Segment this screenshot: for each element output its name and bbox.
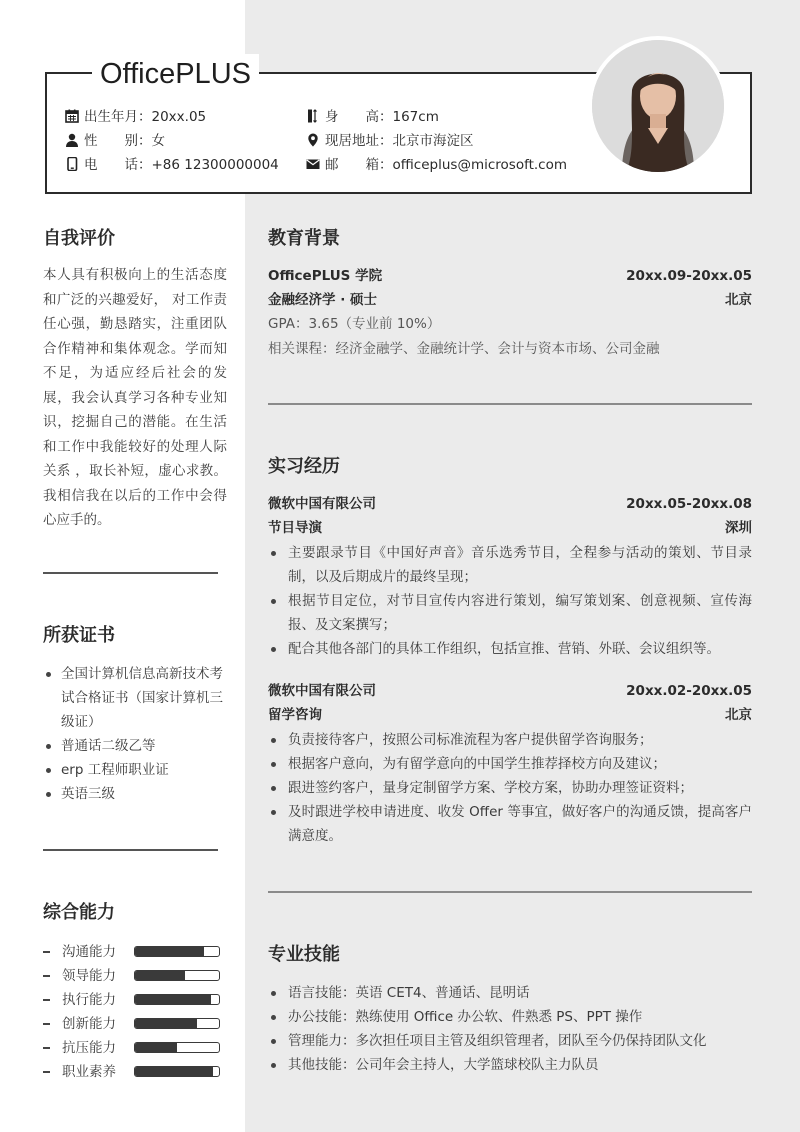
candidate-name: OfficePLUS <box>92 54 259 94</box>
list-item: 管理能力：多次担任项目主管及组织管理者，团队至今仍保持团队文化 <box>268 1029 752 1053</box>
ability-row <box>43 988 233 1012</box>
ability-bar <box>134 1066 220 1077</box>
address-info <box>306 129 474 153</box>
job-duties-list <box>268 728 752 848</box>
company-name: 微软中国有限公司 <box>268 496 376 512</box>
job-role: 留学咨询 <box>268 707 322 723</box>
height-value: 167cm <box>392 109 439 125</box>
location-pin-icon <box>306 133 320 147</box>
divider <box>43 572 218 574</box>
self-eval-title: 自我评价 <box>43 228 115 249</box>
internship-title: 实习经历 <box>268 456 340 477</box>
gender-value: 女 <box>151 133 165 149</box>
email-value: officeplus@microsoft.com <box>392 157 568 173</box>
list-item: 根据节目定位，对节目宣传内容进行策划，编写策划案、创意视频、宣传海报、及文案撰写； <box>268 589 752 637</box>
list-item: erp 工程师职业证 <box>43 758 231 782</box>
dash-marker <box>43 1047 50 1049</box>
phone-info <box>65 153 279 177</box>
list-item: 全国计算机信息高新技术考试合格证书（国家计算机三级证） <box>43 662 231 734</box>
ability-name: 执行能力 <box>62 992 116 1008</box>
education-school-row <box>268 264 752 288</box>
ability-row <box>43 1036 233 1060</box>
ability-bar <box>134 994 220 1005</box>
phone-label: 电 话： <box>84 157 152 173</box>
job-role-row <box>268 703 752 727</box>
list-item: 普通话二级乙等 <box>43 734 231 758</box>
certs-title: 所获证书 <box>43 625 115 646</box>
job-company-row <box>268 492 752 516</box>
ability-bar-fill <box>135 971 185 980</box>
ability-name: 创新能力 <box>62 1016 116 1032</box>
job-role: 节目导演 <box>268 520 322 536</box>
degree: 金融经济学 · 硕士 <box>268 292 378 308</box>
list-item: 根据客户意向，为有留学意向的中国学生推荐择校方向及建议； <box>268 752 752 776</box>
certs-list <box>43 662 231 806</box>
ability-bar-fill <box>135 1043 177 1052</box>
list-item: 及时跟进学校申请进度、收发 Offer 等事宜，做好客户的沟通反馈，提高客户满意度。 <box>268 800 752 848</box>
dash-marker <box>43 975 50 977</box>
ability-name: 领导能力 <box>62 968 116 984</box>
dash-marker <box>43 999 50 1001</box>
address-label: 现居地址： <box>325 133 393 149</box>
height-label: 身 高： <box>325 109 393 125</box>
company-name: 微软中国有限公司 <box>268 683 376 699</box>
list-item: 主要跟录节目《中国好声音》音乐选秀节目，全程参与活动的策划、节目录制，以及后期成片的最终呈现； <box>268 541 752 589</box>
person-icon <box>65 133 79 147</box>
dash-marker <box>43 951 50 953</box>
list-item: 办公技能：熟练使用 Office 办公软、件熟悉 PS、PPT 操作 <box>268 1005 752 1029</box>
birth-value: 20xx.05 <box>151 109 207 125</box>
education-period: 20xx.09-20xx.05 <box>626 268 752 284</box>
job-period: 20xx.02-20xx.05 <box>626 683 752 699</box>
education-degree-row <box>268 288 752 312</box>
self-eval-text: 本人具有积极向上的生活态度和广泛的兴趣爱好， 对工作责任心强，勤恳踏实，注重团队合作精神和集体观念。学而知不足，为适应经后社会的发展，我会认真学习各种专业知识，挖掘自己的潜能。在生活和工作中我能较好的处理人际关系 ，取长补短，虚心求教。我相信我在以后的工作中会得心应手的。 <box>43 267 227 528</box>
birth-label: 出生年月： <box>84 109 152 125</box>
gpa: GPA：3.65（专业前 10%） <box>268 316 441 332</box>
job-period: 20xx.05-20xx.08 <box>626 496 752 512</box>
ability-bar-fill <box>135 1067 213 1076</box>
ability-name: 抗压能力 <box>62 1040 116 1056</box>
school-name: OfficePLUS 学院 <box>268 268 383 284</box>
ability-bar-fill <box>135 1019 197 1028</box>
courses: 相关课程：经济金融学、金融统计学、会计与资本市场、公司金融 <box>268 341 660 357</box>
email-label: 邮 箱： <box>325 157 393 173</box>
ability-row <box>43 964 233 988</box>
ability-row <box>43 940 233 964</box>
height-icon <box>306 109 320 123</box>
list-item: 英语三级 <box>43 782 231 806</box>
gender-label: 性 别： <box>84 133 152 149</box>
phone-icon <box>65 157 79 171</box>
dash-marker <box>43 1023 50 1025</box>
ability-bar <box>134 970 220 981</box>
ability-bar <box>134 946 220 957</box>
list-item: 跟进签约客户，量身定制留学方案、学校方案，协助办理签证资料； <box>268 776 752 800</box>
ability-bar <box>134 1018 220 1029</box>
list-item: 配合其他各部门的具体工作组织，包括宣推、营销、外联、会议组织等。 <box>268 637 752 661</box>
divider <box>268 403 752 405</box>
divider <box>268 891 752 893</box>
job-role-row <box>268 516 752 540</box>
list-item: 其他技能：公司年会主持人，大学篮球校队主力队员 <box>268 1053 752 1077</box>
email-info <box>306 153 567 177</box>
ability-row <box>43 1060 233 1084</box>
list-item: 语言技能：英语 CET4、普通话、昆明话 <box>268 981 752 1005</box>
job-city: 深圳 <box>725 520 752 536</box>
education-title: 教育背景 <box>268 228 340 249</box>
education-city: 北京 <box>725 292 752 308</box>
calendar-icon <box>65 109 79 123</box>
job-duties-list <box>268 541 752 661</box>
envelope-icon <box>306 157 320 171</box>
ability-name: 沟通能力 <box>62 944 116 960</box>
ability-bar-fill <box>135 947 204 956</box>
ability-name: 职业素养 <box>62 1064 116 1080</box>
skills-list <box>268 981 752 1077</box>
abilities-title: 综合能力 <box>43 902 115 923</box>
address-value: 北京市海淀区 <box>392 133 474 149</box>
dash-marker <box>43 1071 50 1073</box>
phone-value: +86 12300000004 <box>151 157 279 173</box>
profile-photo <box>592 40 724 172</box>
skills-title: 专业技能 <box>268 944 340 965</box>
birth-info <box>65 105 206 129</box>
ability-row <box>43 1012 233 1036</box>
gender-info <box>65 129 165 153</box>
job-city: 北京 <box>725 707 752 723</box>
job-company-row <box>268 679 752 703</box>
ability-list <box>43 940 233 1084</box>
divider <box>43 849 218 851</box>
height-info <box>306 105 439 129</box>
ability-bar <box>134 1042 220 1053</box>
ability-bar-fill <box>135 995 211 1004</box>
list-item: 负责接待客户，按照公司标准流程为客户提供留学咨询服务； <box>268 728 752 752</box>
